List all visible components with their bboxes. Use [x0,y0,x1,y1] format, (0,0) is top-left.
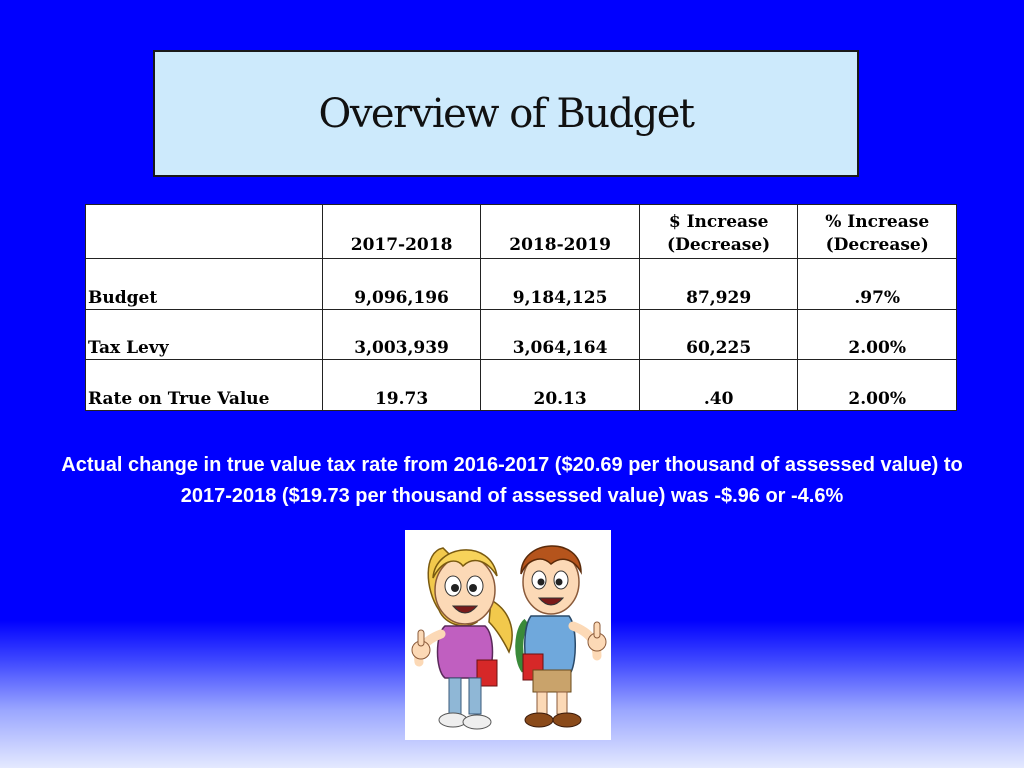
kids-thumbs-up-illustration [405,530,611,740]
cell-value: 3,064,164 [481,310,640,360]
boy-figure [519,546,606,727]
cell-value: 60,225 [639,310,798,360]
slide-title: Overview of Budget [318,90,694,137]
cell-value: 2.00% [798,310,957,360]
header-2017-2018: 2017-2018 [322,205,481,259]
header-dollar-increase [639,205,798,259]
header-dollar-increase-line1: $ Increase [668,212,769,232]
header-percent-increase-line2: (Decrease) [825,235,929,255]
cell-value: 19.73 [322,360,481,411]
cell-value: .40 [639,360,798,411]
row-label-rate-on-true-value: Rate on True Value [86,360,323,411]
tax-rate-note: Actual change in true value tax rate from 2016-2017 ($20.69 per thousand of assessed value) to 2017-2018 ($19.73 per thousand of assessed value) was -$.96 or -4.6% [61,454,963,507]
header-empty [86,205,323,259]
cell-value: .97% [798,259,957,310]
table-row [86,259,957,310]
cell-value: 9,096,196 [322,259,481,310]
cell-value: 2.00% [798,360,957,411]
header-dollar-increase-line2: (Decrease) [667,235,771,255]
girl-figure [412,548,512,729]
cell-value: 20.13 [481,360,640,411]
header-2018-2019: 2018-2019 [481,205,640,259]
row-label-budget: Budget [86,259,323,310]
cell-value: 9,184,125 [481,259,640,310]
budget-table [85,204,957,411]
cell-value: 87,929 [639,259,798,310]
header-percent-increase-line1: % Increase [825,212,930,232]
header-percent-increase [798,205,957,259]
table-row [86,360,957,411]
table-row [86,310,957,360]
cartoon-kids-image [405,530,611,740]
table-header-row [86,205,957,259]
row-label-tax-levy: Tax Levy [86,310,323,360]
title-box [153,50,859,177]
cell-value: 3,003,939 [322,310,481,360]
